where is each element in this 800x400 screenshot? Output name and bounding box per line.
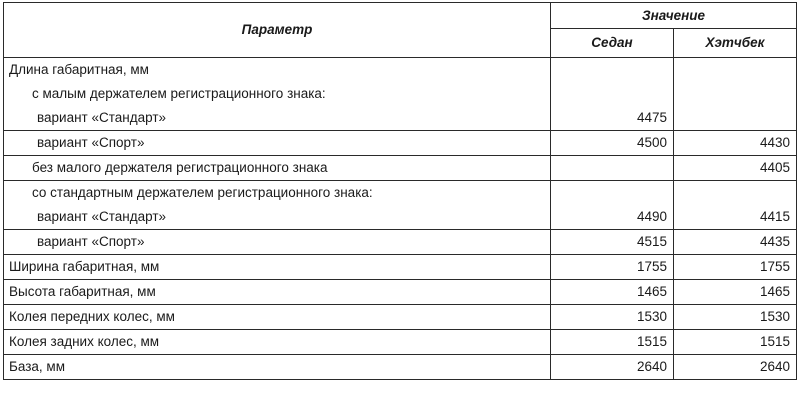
sedan-value: 1755 <box>636 259 667 274</box>
table-row <box>4 131 797 156</box>
parameter-cell <box>4 230 551 255</box>
header-sedan: Седан <box>551 29 674 58</box>
parameter-label: Колея задних колес, мм <box>9 334 160 349</box>
sedan-value-cell <box>551 131 674 156</box>
parameter-label: вариант «Стандарт» <box>37 110 167 125</box>
hatchback-value-cell <box>674 58 797 131</box>
hatchback-value-cell <box>674 280 797 305</box>
hatchback-value-cell <box>674 181 797 230</box>
header-hatchback: Хэтчбек <box>674 29 797 58</box>
spec-table <box>3 2 797 380</box>
hatchback-value <box>674 181 796 205</box>
parameter-label: без малого держателя регистрационного знака <box>32 160 328 175</box>
parameter-cell <box>4 181 551 230</box>
sedan-value: 4475 <box>636 110 667 125</box>
sedan-value-cell <box>551 255 674 280</box>
sedan-value: 1530 <box>636 309 667 324</box>
table-row <box>4 156 797 181</box>
hatchback-value: 2640 <box>759 359 790 374</box>
sedan-value <box>551 156 673 180</box>
parameter-cell <box>4 156 551 181</box>
sedan-value <box>551 58 673 82</box>
parameter-label: Длина габаритная, мм <box>9 62 149 77</box>
sedan-value: 1515 <box>636 334 667 349</box>
parameter-label: со стандартным держателем регистрационного знака: <box>32 185 373 200</box>
hatchback-value <box>674 82 796 106</box>
sedan-value-cell <box>551 156 674 181</box>
sedan-value: 4515 <box>636 234 667 249</box>
sedan-value-cell <box>551 58 674 131</box>
sedan-value-cell <box>551 181 674 230</box>
table-header <box>4 3 797 58</box>
parameter-label: вариант «Стандарт» <box>37 209 167 224</box>
sedan-value-cell <box>551 305 674 330</box>
parameter-label: вариант «Спорт» <box>37 135 145 150</box>
hatchback-value: 1465 <box>759 284 790 299</box>
table-row <box>4 305 797 330</box>
parameter-cell <box>4 305 551 330</box>
table-row <box>4 181 797 230</box>
table-row <box>4 58 797 131</box>
parameter-label: Колея передних колес, мм <box>9 309 175 324</box>
table-row <box>4 330 797 355</box>
hatchback-value: 4435 <box>759 234 790 249</box>
hatchback-value-cell <box>674 255 797 280</box>
header-parameter: Параметр <box>4 3 551 58</box>
sedan-value <box>551 82 673 106</box>
header-value: Значение <box>551 3 797 29</box>
table-body <box>4 58 797 380</box>
hatchback-value-cell <box>674 330 797 355</box>
hatchback-value-cell <box>674 131 797 156</box>
sedan-value: 1465 <box>636 284 667 299</box>
sedan-value: 2640 <box>636 359 667 374</box>
sedan-value-cell <box>551 330 674 355</box>
hatchback-value: 4405 <box>759 160 790 175</box>
sedan-value-cell <box>551 280 674 305</box>
parameter-label: Высота габаритная, мм <box>9 284 156 299</box>
hatchback-value-cell <box>674 156 797 181</box>
parameter-cell <box>4 355 551 380</box>
table-row <box>4 280 797 305</box>
hatchback-value-cell <box>674 230 797 255</box>
parameter-cell <box>4 255 551 280</box>
sedan-value-cell <box>551 230 674 255</box>
sedan-value: 4490 <box>636 209 667 224</box>
sedan-value <box>551 181 673 205</box>
parameter-label: вариант «Спорт» <box>37 234 145 249</box>
hatchback-value: 1515 <box>759 334 790 349</box>
sedan-value-cell <box>551 355 674 380</box>
parameter-label: с малым держателем регистрационного знака: <box>32 86 326 101</box>
parameter-label: База, мм <box>9 359 65 374</box>
parameter-label: Ширина габаритная, мм <box>9 259 160 274</box>
parameter-cell <box>4 330 551 355</box>
hatchback-value-cell <box>674 305 797 330</box>
parameter-cell <box>4 280 551 305</box>
sedan-value: 4500 <box>636 135 667 150</box>
parameter-cell <box>4 58 551 131</box>
table-row <box>4 255 797 280</box>
hatchback-value <box>674 58 796 82</box>
hatchback-value: 4430 <box>759 135 790 150</box>
hatchback-value: 4415 <box>759 209 790 224</box>
parameter-cell <box>4 131 551 156</box>
hatchback-value-cell <box>674 355 797 380</box>
hatchback-value: 1755 <box>759 259 790 274</box>
hatchback-value: 1530 <box>759 309 790 324</box>
table-row <box>4 230 797 255</box>
hatchback-value <box>674 106 796 130</box>
table-row <box>4 355 797 380</box>
